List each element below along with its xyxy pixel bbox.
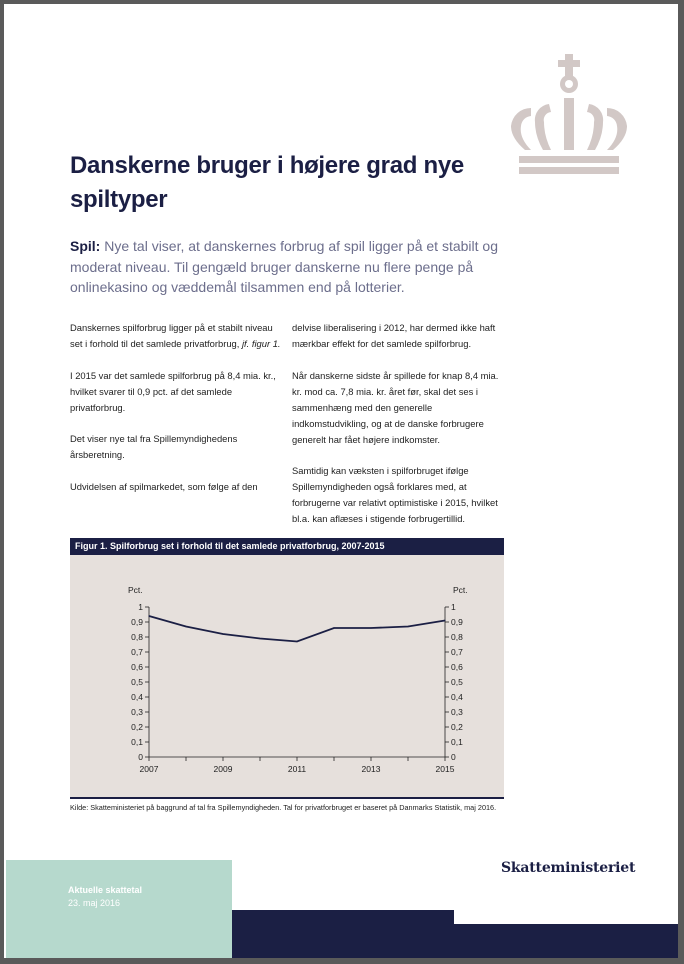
y-tick-label-right: 0,2 — [451, 722, 463, 732]
x-tick-label: 2013 — [361, 764, 381, 774]
y-tick-label-left: 0,1 — [131, 737, 143, 747]
data-point — [444, 620, 445, 621]
y-tick-label-right: 1 — [451, 602, 456, 612]
data-point — [370, 627, 371, 628]
figure-bottom-rule — [70, 797, 504, 799]
y-tick-label-left: 0 — [138, 752, 143, 762]
series-line — [149, 616, 445, 642]
ministry-name: Skatteministeriet — [501, 860, 636, 876]
publication-date: 23. maj 2016 — [68, 898, 121, 908]
page-title: Danskerne bruger i højere grad nye spiltyper — [70, 152, 464, 213]
data-point — [259, 638, 260, 639]
y-tick-label-left: 0,3 — [131, 707, 143, 717]
y-tick-label-left: 0,8 — [131, 632, 143, 642]
data-point — [185, 626, 186, 627]
lead-label: Spil: — [70, 238, 101, 254]
y-tick-label-left: 0,9 — [131, 617, 143, 627]
body-paragraph — [70, 320, 282, 352]
body-paragraph: Når danskerne sidste år spillede for knap 8,4 mia. kr. mod ca. 7,8 mia. kr. året før, skal det ses i sammenhæng med den generelle indkomstudvikling, og at de danske forbrugere generelt har fået højere indkomster. — [292, 369, 499, 445]
x-tick-label: 2009 — [213, 764, 233, 774]
y-axis-label-right: Pct. — [453, 585, 468, 595]
document-page — [4, 4, 678, 958]
y-tick-label-left: 0,2 — [131, 722, 143, 732]
y-tick-label-left: 0,7 — [131, 647, 143, 657]
y-tick-label-left: 0,5 — [131, 677, 143, 687]
figure-source: Kilde: Skatteministeriet på baggrund af tal fra Spillemyndigheden. Tal for privatforbruget er baseret på Danmarks Statistik, maj 2016. — [70, 803, 497, 812]
data-point — [407, 626, 408, 627]
y-tick-label-left: 1 — [138, 602, 143, 612]
y-tick-label-left: 0,4 — [131, 692, 143, 702]
publication-box — [6, 860, 232, 958]
y-tick-label-right: 0,7 — [451, 647, 463, 657]
y-tick-label-right: 0,9 — [451, 617, 463, 627]
body-paragraph: Udvidelsen af spilmarkedet, som følge af den — [70, 480, 258, 492]
body-paragraph: Samtidig kan væksten i spilforbruget ifølge Spillemyndigheden også forklares med, at forbrugerne var relativt optimistiske i 2015, hvilket bl.a. kan aflæses i stigende forbrugertillid. — [292, 465, 498, 524]
x-tick-label: 2007 — [139, 764, 159, 774]
data-point — [296, 641, 297, 642]
y-tick-label-right: 0,8 — [451, 632, 463, 642]
line-chart — [70, 555, 504, 797]
y-tick-label-right: 0,5 — [451, 677, 463, 687]
publication-title: Aktuelle skattetal — [68, 885, 143, 895]
body-paragraph: delvise liberalisering i 2012, har dermed ikke haft mærkbar effekt for det samlede spilforbrug. — [292, 322, 496, 349]
figure-chart — [70, 555, 504, 797]
figure-header: Figur 1. Spilforbrug set i forhold til det samlede privatforbrug, 2007-2015 — [70, 538, 504, 555]
body-paragraph: Det viser nye tal fra Spillemyndighedens årsberetning. — [70, 433, 238, 460]
body-text: Danskernes spilforbrug ligger på et stabilt niveau set i forhold til det samlede privatforbrug, — [70, 322, 273, 349]
body-column-left — [70, 320, 282, 510]
y-tick-label-left: 0,6 — [131, 662, 143, 672]
footer-bar-notch — [454, 910, 678, 924]
figure-reference: jf. figur 1. — [241, 338, 281, 349]
lead-paragraph — [70, 236, 500, 298]
y-tick-label-right: 0,4 — [451, 692, 463, 702]
y-axis-label-left: Pct. — [128, 585, 143, 595]
y-tick-label-right: 0 — [451, 752, 456, 762]
y-tick-label-right: 0,6 — [451, 662, 463, 672]
data-point — [222, 633, 223, 634]
lead-text: Nye tal viser, at danskernes forbrug af spil ligger på et stabilt og moderat niveau. Til gengæld bruger danskerne nu flere penge på onlinekasino og væddemål tilsammen end på lotterier. — [70, 238, 498, 295]
crown-logo-icon — [501, 52, 637, 178]
data-point — [333, 627, 334, 628]
x-tick-label: 2011 — [287, 764, 307, 774]
x-tick-label: 2015 — [435, 764, 455, 774]
data-point — [148, 615, 149, 616]
body-column-right — [292, 320, 504, 543]
y-tick-label-right: 0,3 — [451, 707, 463, 717]
y-tick-label-right: 0,1 — [451, 737, 463, 747]
body-paragraph: I 2015 var det samlede spilforbrug på 8,4 mia. kr., hvilket svarer til 0,9 pct. af det samlede privatforbrug. — [70, 369, 276, 413]
